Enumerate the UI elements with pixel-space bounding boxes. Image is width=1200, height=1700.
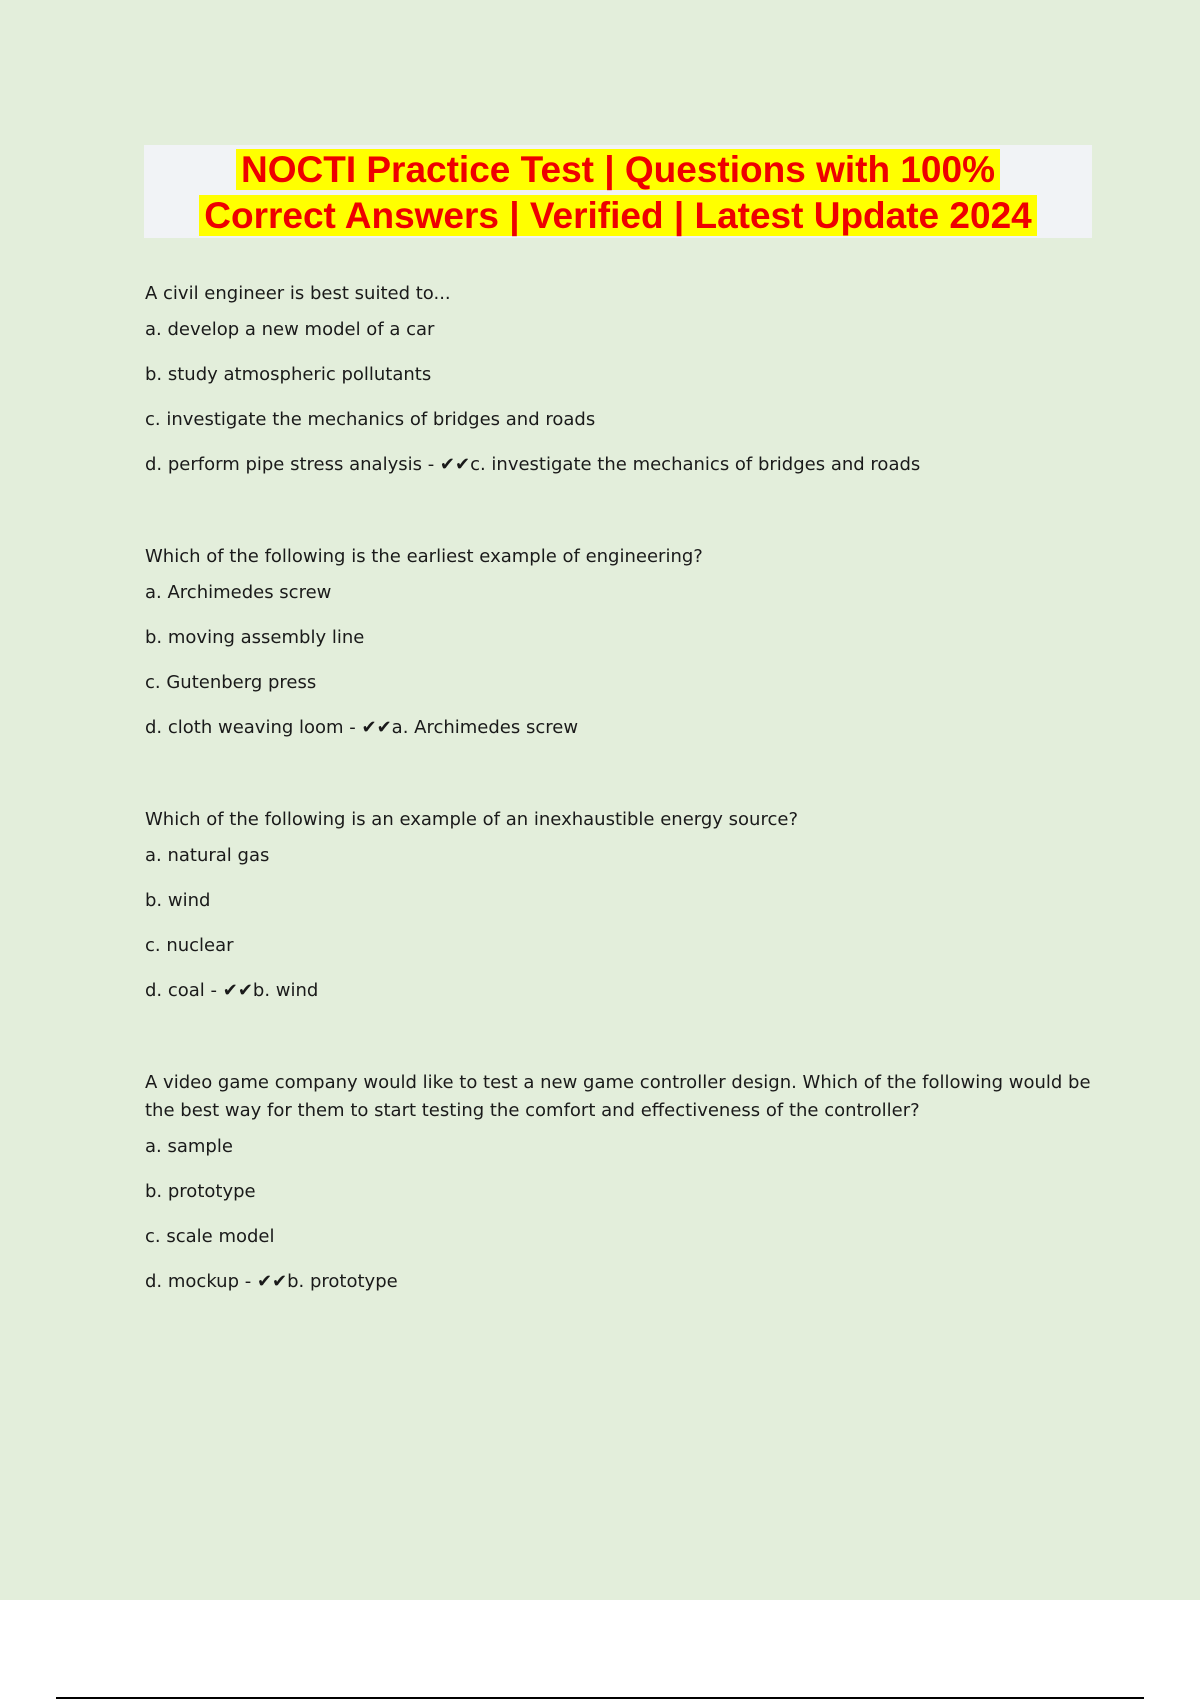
answer-option-with-key: d. perform pipe stress analysis - ✔✔c. investigate the mechanics of bridges and roads [145,454,921,475]
answer-option: b. wind [145,890,211,911]
answer-option: a. Archimedes screw [145,582,332,603]
question-block [145,1069,1095,1296]
answer-option: b. moving assembly line [145,627,365,648]
question-list [145,280,1095,1360]
question-block [145,280,1095,479]
question-text: A video game company would like to test a new game controller design. Which of the following would be the best way for them to start testing the comfort and effectiveness of the controller? [145,1072,1091,1121]
answer-option: a. natural gas [145,845,270,866]
answer-option: b. prototype [145,1181,256,1202]
answer-option-with-key: d. cloth weaving loom - ✔✔a. Archimedes screw [145,717,579,738]
answer-option: c. Gutenberg press [145,672,317,693]
footer-divider [56,1697,1144,1699]
question-text: Which of the following is the earliest example of engineering? [145,546,703,567]
question-text: Which of the following is an example of an inexhaustible energy source? [145,809,798,830]
answer-option: c. investigate the mechanics of bridges and roads [145,409,596,430]
page-title [144,145,1092,238]
answer-option: a. develop a new model of a car [145,319,435,340]
answer-option: c. scale model [145,1226,275,1247]
answer-option: c. nuclear [145,935,234,956]
answer-option-with-key: d. coal - ✔✔b. wind [145,980,319,1001]
answer-option: a. sample [145,1136,233,1157]
question-text: A civil engineer is best suited to... [145,283,451,304]
question-block [145,543,1095,742]
title-line-1: NOCTI Practice Test | Questions with 100% [236,149,1000,190]
title-line-2: Correct Answers | Verified | Latest Update 2024 [199,195,1036,236]
question-block [145,806,1095,1005]
answer-option: b. study atmospheric pollutants [145,364,432,385]
answer-option-with-key: d. mockup - ✔✔b. prototype [145,1271,398,1292]
